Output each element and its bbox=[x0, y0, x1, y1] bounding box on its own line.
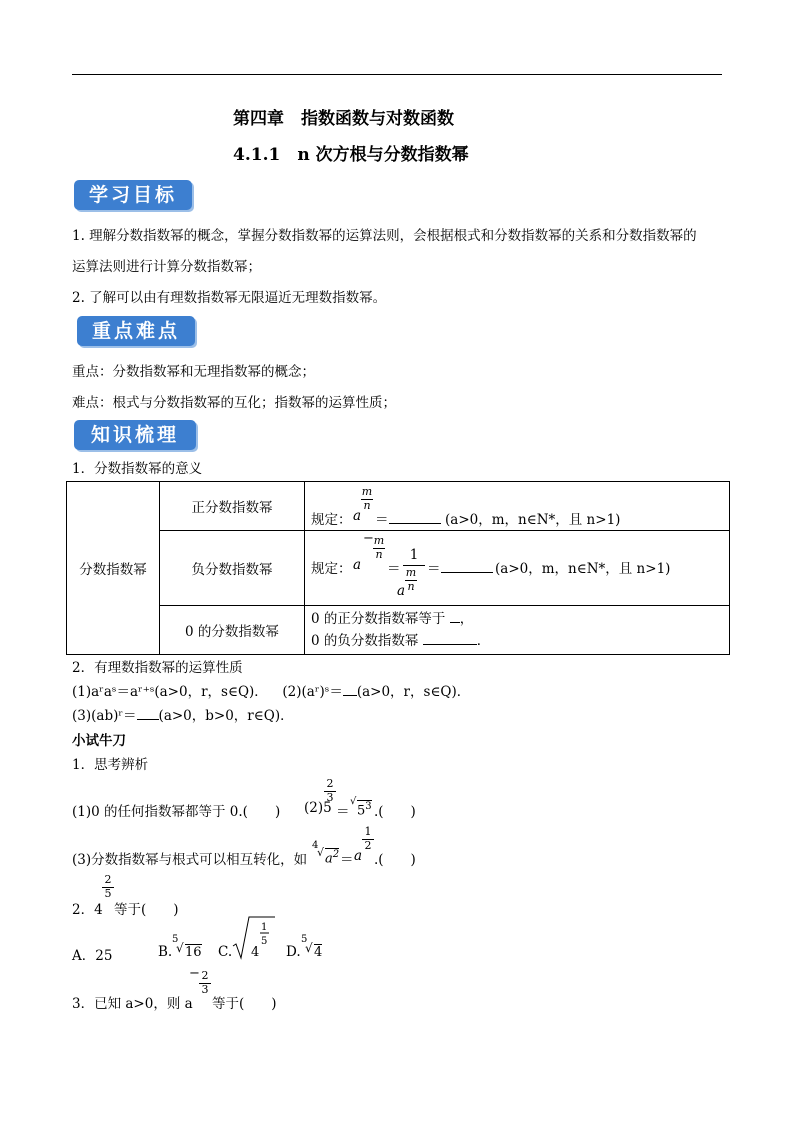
property-2-condition: (a>0，r，s∈Q)． bbox=[356, 684, 471, 700]
zero-rule-line-1: 0 的正分数指数幂等于 bbox=[311, 611, 446, 627]
negative-frac-numerator: 1 bbox=[409, 546, 419, 563]
negative-rule-base: a bbox=[353, 556, 362, 573]
question-1-2-prefix: (2)5 bbox=[304, 800, 332, 816]
question-2-prefix: 2．4 bbox=[72, 902, 103, 918]
positive-exp-denominator: n bbox=[363, 498, 371, 512]
zero-exponent-rule: 0 的正分数指数幂等于 ， 0 的负分数指数幂 ． bbox=[305, 606, 730, 655]
negative-frac-exp-denominator: n bbox=[407, 579, 415, 593]
question-1-2: (2)5 2 3 ＝ √ $5^3$ .( ) bbox=[304, 777, 416, 820]
positive-rule-base: a bbox=[353, 507, 362, 524]
svg-text:4: 4 bbox=[251, 945, 260, 960]
question-1-3-prefix: (3)分数指数幂与根式可以相互转化，如 bbox=[72, 852, 308, 868]
positive-rule-prefix: 规定： bbox=[311, 511, 352, 528]
positive-exp-numerator: m bbox=[361, 484, 373, 498]
chapter-title: 第四章 指数函数与对数函数 bbox=[233, 109, 454, 129]
svg-text:5: 5 bbox=[261, 936, 268, 947]
property-line-2 bbox=[72, 704, 294, 724]
negative-exp-denominator: n bbox=[375, 547, 383, 561]
header-rule bbox=[72, 74, 722, 75]
question-1-3-suffix: .( ) bbox=[374, 852, 416, 868]
knowledge-heading-1: 1．分数指数幂的意义 bbox=[72, 461, 203, 477]
question-1-1: (1)0 的任何指数幂都等于 0.( ) bbox=[72, 804, 281, 820]
question-3: 3．已知 a>0，则 a − 2 3 等于( ) bbox=[72, 966, 277, 1012]
zero-exponent-label: 0 的分数指数幂 bbox=[160, 606, 305, 655]
key-point: 重点：分数指数幂和无理指数幂的概念； bbox=[72, 364, 315, 380]
property-3-condition: (a>0，b>0，r∈Q)． bbox=[158, 708, 294, 724]
negative-exponent-label: 负分数指数幂 bbox=[160, 531, 305, 606]
goal-item-2: 2. 了解可以由有理数指数幂无限逼近无理数指数幂。 bbox=[72, 290, 387, 306]
svg-text:1: 1 bbox=[261, 922, 268, 933]
question-1-2-suffix: .( ) bbox=[374, 804, 416, 820]
option-c-label[interactable]: C. bbox=[218, 944, 233, 960]
question-2-suffix: 等于( ) bbox=[114, 902, 179, 918]
section-title: 4.1.1 n 次方根与分数指数幂 bbox=[233, 145, 469, 165]
question-1-3: (3)分数指数幂与根式可以相互转化，如 4 √ $a^2$ ＝ a 1 2 .( ) bbox=[72, 825, 416, 868]
key-points-badge: 重点难点 bbox=[77, 316, 195, 346]
question-3-suffix: 等于( ) bbox=[212, 996, 277, 1012]
knowledge-heading-2: 2．有理数指数幂的运算性质 bbox=[72, 660, 243, 676]
negative-rule-blank[interactable] bbox=[441, 557, 493, 573]
property-1: (1)aʳaˢ＝aʳ⁺ˢ(a>0，r，s∈Q)． bbox=[72, 684, 268, 700]
property-3-blank[interactable] bbox=[137, 705, 159, 720]
positive-exponent-label: 正分数指数幂 bbox=[160, 482, 305, 531]
option-a[interactable]: A．25 bbox=[72, 948, 113, 964]
question-2: 2．4 2 5 等于( ) bbox=[72, 873, 179, 918]
negative-frac-denominator-base: a bbox=[397, 582, 406, 599]
zero-rule-blank-2[interactable] bbox=[423, 630, 477, 645]
zero-rule-blank-1[interactable] bbox=[450, 608, 460, 623]
practice-heading: 小试牛刀 bbox=[72, 733, 126, 749]
goal-item-1-line-2: 运算法则进行计算分数指数幂； bbox=[72, 259, 261, 275]
question-1-title: 1．思考辨析 bbox=[72, 757, 149, 773]
learning-goals-badge: 学习目标 bbox=[74, 180, 192, 210]
positive-rule-condition: (a>0，m，n∈N*，且 n>1) bbox=[445, 511, 621, 528]
positive-rule-blank[interactable] bbox=[389, 508, 441, 524]
property-2: (2)(aʳ)ˢ＝ bbox=[282, 684, 343, 700]
difficult-point: 难点：根式与分数指数幂的互化；指数幂的运算性质； bbox=[72, 395, 396, 411]
zero-rule-line-2: 0 的负分数指数幂 bbox=[311, 633, 419, 649]
option-b-radical: 5 bbox=[172, 934, 179, 945]
negative-frac-exp-numerator: m bbox=[405, 565, 417, 579]
question-3-prefix: 3．已知 a>0，则 a bbox=[72, 996, 193, 1012]
property-2-blank[interactable] bbox=[343, 681, 357, 696]
negative-exponent-rule: 规定： a − m n ＝ 1 m n a ＝ (a>0，m，n∈N*，且 n>1) bbox=[305, 531, 730, 606]
fraction-exponent-table bbox=[66, 481, 730, 655]
option-b-label[interactable]: B. bbox=[158, 944, 173, 960]
negative-rule-prefix: 规定： bbox=[311, 560, 352, 577]
negative-exp-numerator: m bbox=[373, 533, 385, 547]
negative-rule-condition: (a>0，m，n∈N*，且 n>1) bbox=[495, 560, 671, 577]
property-3: (3)(ab)ʳ＝ bbox=[72, 708, 137, 724]
knowledge-badge: 知识梳理 bbox=[74, 420, 196, 450]
question-2-options: A．25 B. 5 √ 16 C. 4 1 5 D. 5 √ 4 bbox=[72, 916, 392, 966]
option-d-label[interactable]: D. bbox=[286, 944, 301, 960]
property-line-1 bbox=[72, 680, 470, 700]
option-c-radical bbox=[232, 916, 276, 962]
goal-item-1-line-1: 1. 理解分数指数幂的概念，掌握分数指数幂的运算法则，会根据根式和分数指数幂的关系和分数指数幂的 bbox=[72, 228, 697, 244]
positive-exponent-rule: 规定： a m n ＝ (a>0，m，n∈N*，且 n>1) bbox=[305, 482, 730, 531]
table-row-header: 分数指数幂 bbox=[67, 482, 160, 655]
